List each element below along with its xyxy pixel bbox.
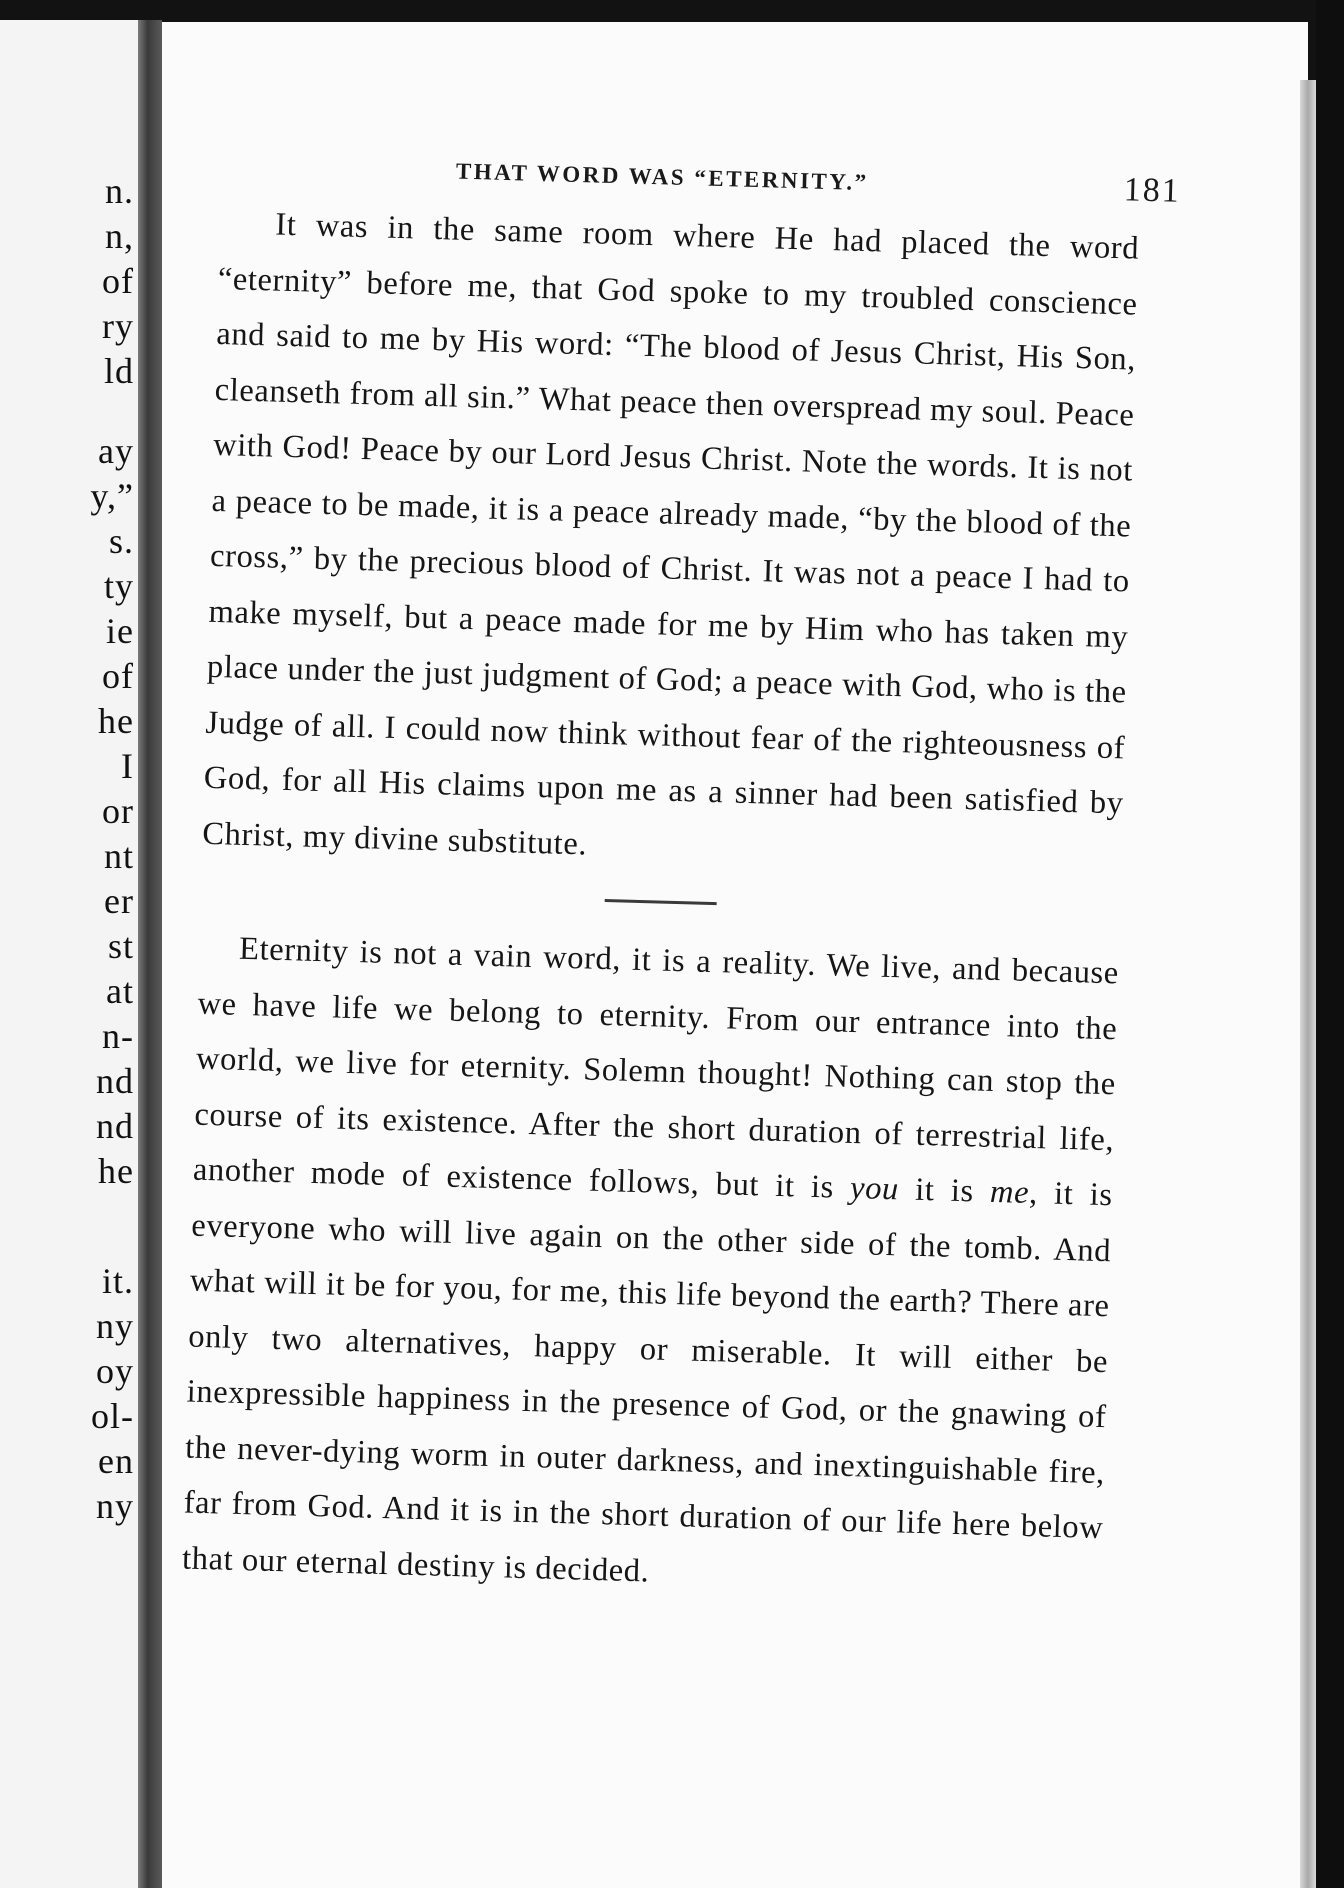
left-page-text-fragment: ol- [91,1396,134,1436]
left-page-text-fragment: n. [105,171,134,211]
page-edge [1300,80,1316,1888]
left-page-text-fragment: n, [105,216,134,256]
paragraph-2-text: Eternity is not a vain word, it is a reality. We live, and because we have life we belong to eternity. From our entrance into the world, we live for eternity. Solemn thought! Nothing can stop the course of its existence. After the short duration of terrestrial life, another mode of existence follows, but it is [192,930,1120,1206]
previous-page-fragment [0,20,138,1888]
left-page-text-fragment: or [102,791,134,831]
left-page-text-fragment: he [98,701,134,741]
emphasis-you: you [849,1169,900,1208]
left-page-text-fragment: nt [103,836,134,876]
left-page-text-fragment: ry [102,306,134,346]
left-page-text-fragment: ny [96,1306,134,1346]
left-page-text-fragment: n- [102,1016,134,1056]
left-page-text-fragment: y,” [90,476,134,516]
left-page-text-fragment: oy [96,1351,134,1391]
paragraph-2 [181,921,1119,1612]
page-number: 181 [1123,171,1182,210]
left-page-text-fragment: er [104,881,134,921]
emphasis-me: me [989,1173,1030,1211]
paragraph-1: It was in the same room where He had placed the word “eternity” before me, that God spoke to my troubled conscience and said to me by His word: “The blood of Jesus Christ, His Son, cleanseth from all sin.” What peace then overspread my soul. Peace with God! Peace by our Lord Jesus Christ. Note the words. It is not a peace to be made, it is a peace already made, “by the blood of the cross,” by the precious blood of Christ. It was not a peace I had to make myself, but a peace made for me by Him who has taken my place under the just judgment of God; a peace with God, who is the Judge of all. I could now think without fear of the righteousness of God, for all His claims upon me as a sinner had been satisfied by Christ, my divine substitute. [201,206,1140,862]
left-page-text-fragment: I [121,746,134,786]
left-page-text-fragment: ie [106,611,134,651]
left-page-text-fragment: it. [101,1261,134,1301]
left-page-text-fragment: ty [103,566,134,606]
page-content [181,132,1182,1612]
left-page-text-fragment: he [98,1151,134,1191]
left-page-text-fragment: of [102,261,134,301]
left-page-text-fragment: s. [108,521,134,561]
left-page-text-fragment: st [107,926,134,966]
scanner-background-right [1316,0,1344,1888]
left-page-text-fragment: ay [98,431,134,471]
left-page-text-fragment: nd [96,1106,134,1146]
section-divider [605,899,717,905]
book-gutter [138,20,162,1888]
left-page-text-fragment: of [102,656,134,696]
left-page-text-fragment: nd [96,1061,134,1101]
paragraph-2-text: , it is everyone who will live again on the other side of the tomb. And what will it be for you, for me, this life beyond the earth? There are only two alternatives, happy or miserable. It will either be inexpressible happiness in the presence of God, or the gnawing of the never-dying worm in outer darkness, and inextinguishable fire, far from God. And it is in the short duration of our life here below that our eternal destiny is decided. [181,1174,1114,1589]
left-page-text-fragment: ny [96,1486,134,1526]
left-page-text-fragment: en [98,1441,134,1481]
book-page [162,22,1308,1888]
left-page-text-fragment: ld [103,351,134,391]
running-title: THAT WORD WAS “ETERNITY.” [455,158,869,196]
paragraph-2-text: it is [898,1171,991,1210]
left-page-text-fragment: at [106,971,134,1011]
